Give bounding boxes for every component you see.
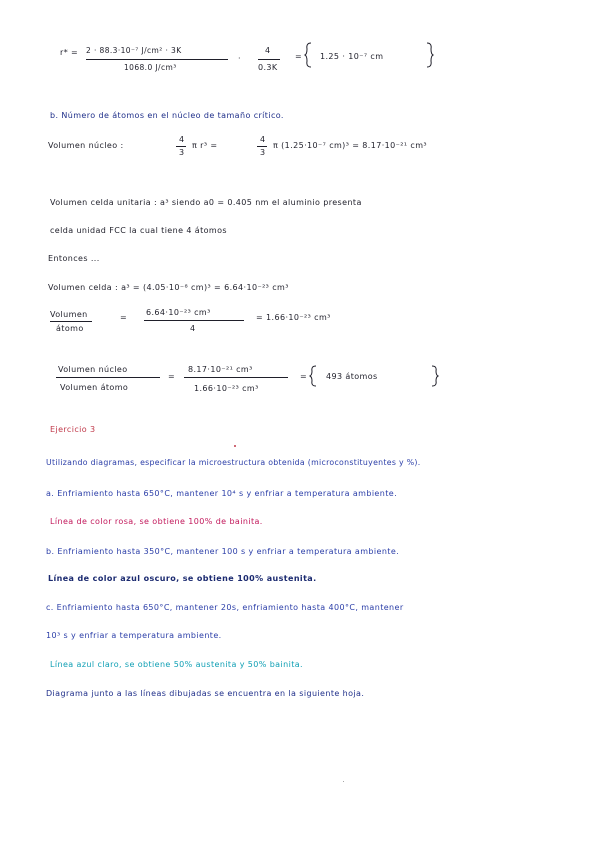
vol-atomo-label-top: Volumen xyxy=(50,310,88,319)
ratio-den-label: Volumen átomo xyxy=(60,383,129,392)
calc1-fraction-bar xyxy=(86,59,228,60)
vol-nucleo-f1-bar xyxy=(176,146,186,147)
item-b: b. Enfriamiento hasta 350°C, mantener 100 s y enfriar a temperatura ambiente. xyxy=(46,547,400,556)
exercise-intro: Utilizando diagramas, especificar la microestructura obtenida (microconstituyentes y %). xyxy=(46,458,421,467)
ratio-val-den: 1.66·10⁻²³ cm³ xyxy=(194,384,259,393)
calc1-frac2-bar xyxy=(258,59,280,60)
ejercicio-3-label: Ejercicio 3 xyxy=(50,425,96,434)
stray-ink-mark xyxy=(234,445,236,447)
calc1-lhs: r* = xyxy=(60,48,79,57)
vol-atomo-num: 6.64·10⁻²³ cm³ xyxy=(146,308,211,317)
answer-c: Línea azul claro, se obtiene 50% austenita y 50% bainita. xyxy=(50,660,303,669)
celda-line4: Volumen celda : a³ = (4.05·10⁻⁸ cm)³ = 6.64·10⁻²³ cm³ xyxy=(48,283,289,292)
calc1-denominator: 1068.0 J/cm³ xyxy=(124,63,177,72)
item-a: a. Enfriamiento hasta 650°C, mantener 10⁴ s y enfriar a temperatura ambiente. xyxy=(46,489,398,498)
answer-b: Línea de color azul oscuro, se obtiene 100% austenita. xyxy=(48,574,317,583)
vol-nucleo-f1-den: 3 xyxy=(179,148,185,157)
celda-line2: celda unidad FCC la cual tiene 4 átomos xyxy=(50,226,227,235)
ratio-eq: = xyxy=(168,372,176,381)
calc1-frac2-den: 0.3K xyxy=(258,63,278,72)
vol-atomo-result: = 1.66·10⁻²³ cm³ xyxy=(256,313,331,322)
vol-atomo-label-bar xyxy=(50,321,92,322)
ratio-eq2: = xyxy=(300,372,308,381)
vol-nucleo-label: Volumen núcleo : xyxy=(48,141,124,150)
ratio-label-bar xyxy=(56,377,160,378)
vol-atomo-den: 4 xyxy=(190,324,196,333)
ratio-val-num: 8.17·10⁻²¹ cm³ xyxy=(188,365,253,374)
section-b-heading: b. Número de átomos en el núcleo de tamaño crítico. xyxy=(50,111,284,120)
stray-dot xyxy=(343,781,344,782)
celda-line3: Entonces ... xyxy=(48,254,100,263)
closing-note: Diagrama junto a las líneas dibujadas se encuentra en la siguiente hoja. xyxy=(46,689,365,698)
calc1-frac2-num: 4 xyxy=(265,46,271,55)
vol-atomo-bar xyxy=(144,320,244,321)
calc1-numerator: 2 · 88.3·10⁻⁷ J/cm² · 3K xyxy=(86,46,182,55)
item-c-line1: c. Enfriamiento hasta 650°C, mantener 20s, enfriamiento hasta 400°C, mantener xyxy=(46,603,404,612)
vol-nucleo-f2-bar xyxy=(257,146,267,147)
ratio-result: 493 átomos xyxy=(326,372,378,381)
celda-line1: Volumen celda unitaria : a³ siendo a0 = 0.405 nm el aluminio presenta xyxy=(50,198,362,207)
item-c-line2: 10³ s y enfriar a temperatura ambiente. xyxy=(46,631,222,640)
calc1-dot: · xyxy=(238,54,241,63)
ratio-num-label: Volumen núcleo xyxy=(58,365,128,374)
vol-atomo-label-bot: átomo xyxy=(56,324,84,333)
vol-nucleo-f2-den: 3 xyxy=(260,148,266,157)
calc1-result: 1.25 · 10⁻⁷ cm xyxy=(320,52,384,61)
vol-nucleo-f2-num: 4 xyxy=(260,135,266,144)
calc1-equals: = xyxy=(295,52,303,61)
vol-nucleo-mid1: π r³ = xyxy=(192,141,218,150)
vol-nucleo-expr: π (1.25·10⁻⁷ cm)³ = 8.17·10⁻²¹ cm³ xyxy=(273,141,428,150)
ratio-val-bar xyxy=(184,377,288,378)
vol-nucleo-f1-num: 4 xyxy=(179,135,185,144)
vol-atomo-eq: = xyxy=(120,313,128,322)
answer-a: Línea de color rosa, se obtiene 100% de bainita. xyxy=(50,517,263,526)
